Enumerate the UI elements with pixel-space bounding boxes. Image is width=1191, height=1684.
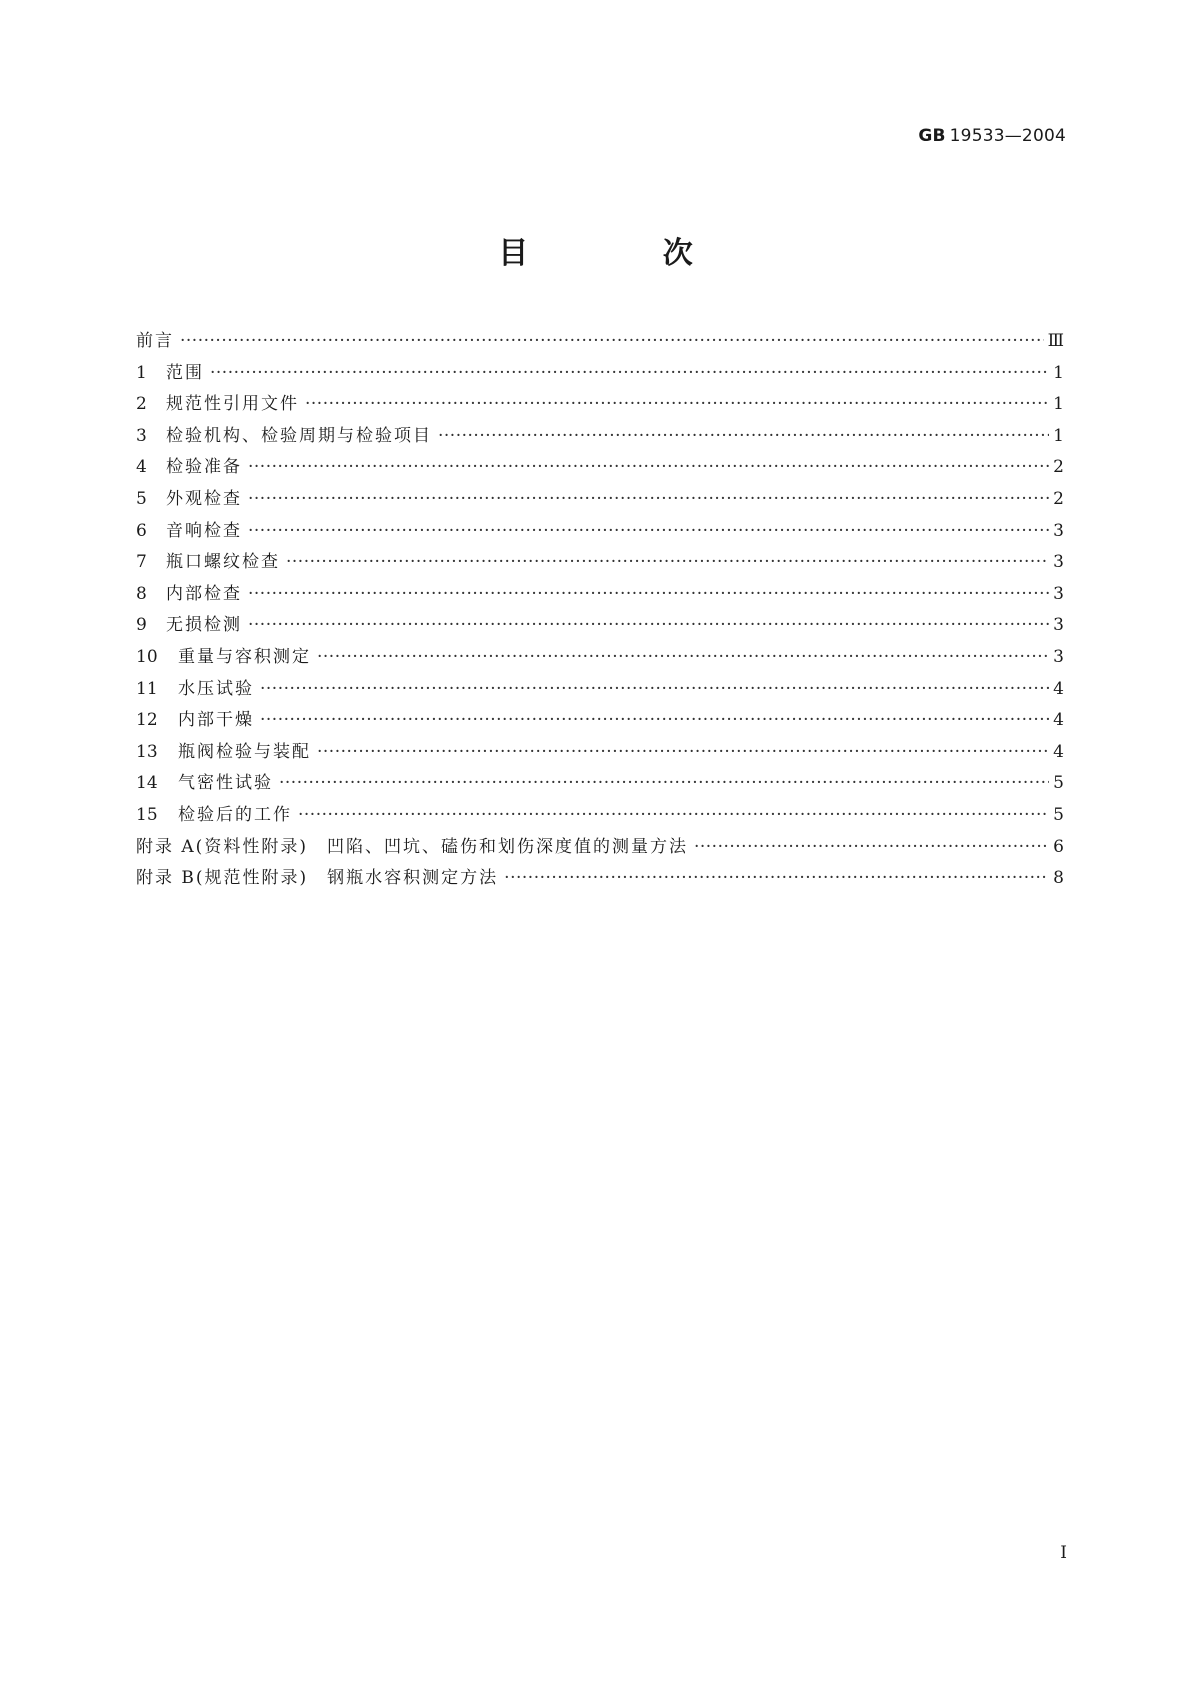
toc-leader-dots [260,710,1049,730]
toc-entry-number: 6 [136,520,147,541]
toc-leader-dots [180,331,1044,351]
toc-leader-dots [248,584,1049,604]
toc-entry-number: 1 [136,362,147,383]
page-number: Ⅰ [1060,1543,1067,1563]
document-code [918,126,1066,146]
toc-entry-label: 附录 B(规范性附录) 钢瓶水容积测定方法 [136,868,499,889]
toc-entry[interactable] [136,642,1064,674]
toc-entry[interactable] [136,579,1064,611]
toc-leader-dots [279,773,1049,793]
toc-entry-page: 1 [1053,362,1064,383]
toc-leader-dots [260,679,1049,699]
toc-entry-number: 2 [136,394,147,415]
toc-entry-label: 无损检测 [166,615,242,636]
toc-entry-label: 重量与容积测定 [178,646,311,667]
toc-leader-dots [305,394,1049,414]
toc-entry-page: 2 [1053,488,1064,509]
document-code-prefix: GB [918,126,946,146]
toc-entry-number: 7 [136,552,147,573]
toc-entry[interactable] [136,326,1064,358]
toc-entry[interactable] [136,705,1064,737]
toc-entry-label: 瓶口螺纹检查 [166,552,280,573]
toc-entry-label: 检验准备 [166,457,242,478]
toc-entry-page: 1 [1053,394,1064,415]
toc-entry[interactable] [136,516,1064,548]
toc-entry-label: 音响检查 [166,520,242,541]
toc-entry-page: 4 [1053,710,1064,731]
toc-leader-dots [694,837,1049,857]
toc-entry[interactable] [136,610,1064,642]
toc-entry-appendix-b[interactable] [136,863,1064,895]
toc-entry-label: 水压试验 [178,678,254,699]
toc-entry-label: 外观检查 [166,488,242,509]
toc-entry-page: 8 [1053,868,1064,889]
toc-entry[interactable] [136,547,1064,579]
toc-entry-number: 12 [136,710,158,731]
toc-leader-dots [286,552,1049,572]
toc-entry-label: 瓶阀检验与装配 [178,741,311,762]
toc-entry[interactable] [136,768,1064,800]
toc-entry-label: 范围 [166,362,204,383]
toc-entry[interactable] [136,737,1064,769]
table-of-contents [136,326,1064,895]
toc-leader-dots [317,647,1049,667]
toc-leader-dots [298,805,1049,825]
toc-entry-page: 5 [1053,804,1064,825]
toc-entry-page: 3 [1053,615,1064,636]
toc-entry-number: 8 [136,583,147,604]
toc-entry-label: 内部检查 [166,583,242,604]
toc-entry[interactable] [136,674,1064,706]
toc-entry-label: 气密性试验 [178,773,273,794]
toc-entry-page: 3 [1053,520,1064,541]
toc-entry[interactable] [136,452,1064,484]
toc-entry-label: 检验后的工作 [178,804,292,825]
toc-leader-dots [210,363,1049,383]
document-code-number: 19533—2004 [949,126,1066,146]
toc-leader-dots [317,742,1049,762]
toc-entry[interactable] [136,800,1064,832]
toc-entry-number: 10 [136,646,158,667]
toc-entry-number: 4 [136,457,147,478]
toc-entry-page: 3 [1053,552,1064,573]
toc-entry-page: 3 [1053,583,1064,604]
toc-entry-label: 附录 A(资料性附录) 凹陷、凹坑、磕伤和划伤深度值的测量方法 [136,836,688,857]
toc-entry-page: 6 [1053,836,1064,857]
toc-leader-dots [248,457,1049,477]
toc-leader-dots [504,868,1049,888]
toc-entry-page: 4 [1053,741,1064,762]
toc-entry-label: 内部干燥 [178,710,254,731]
toc-entry-page: 1 [1053,425,1064,446]
toc-entry-number: 3 [136,425,147,446]
toc-entry[interactable] [136,421,1064,453]
toc-leader-dots [248,489,1049,509]
toc-entry-page: Ⅲ [1047,331,1064,351]
toc-entry-number: 11 [136,678,158,699]
toc-leader-dots [248,521,1049,541]
toc-entry[interactable] [136,389,1064,421]
toc-entry[interactable] [136,484,1064,516]
toc-entry-number: 15 [136,804,158,825]
toc-entry-number: 9 [136,615,147,636]
toc-entry-label: 检验机构、检验周期与检验项目 [166,425,432,446]
toc-entry-page: 3 [1053,646,1064,667]
toc-entry-number: 5 [136,488,147,509]
toc-entry-label: 规范性引用文件 [166,394,299,415]
toc-entry-page: 2 [1053,457,1064,478]
toc-entry-number: 14 [136,773,158,794]
toc-leader-dots [248,615,1049,635]
toc-entry-page: 4 [1053,678,1064,699]
toc-leader-dots [438,426,1049,446]
toc-entry-label: 前言 [136,331,174,351]
toc-entry-appendix-a[interactable] [136,832,1064,864]
toc-entry-page: 5 [1053,773,1064,794]
toc-entry[interactable] [136,358,1064,390]
toc-entry-number: 13 [136,741,158,762]
page-title: 目 次 [498,236,755,271]
